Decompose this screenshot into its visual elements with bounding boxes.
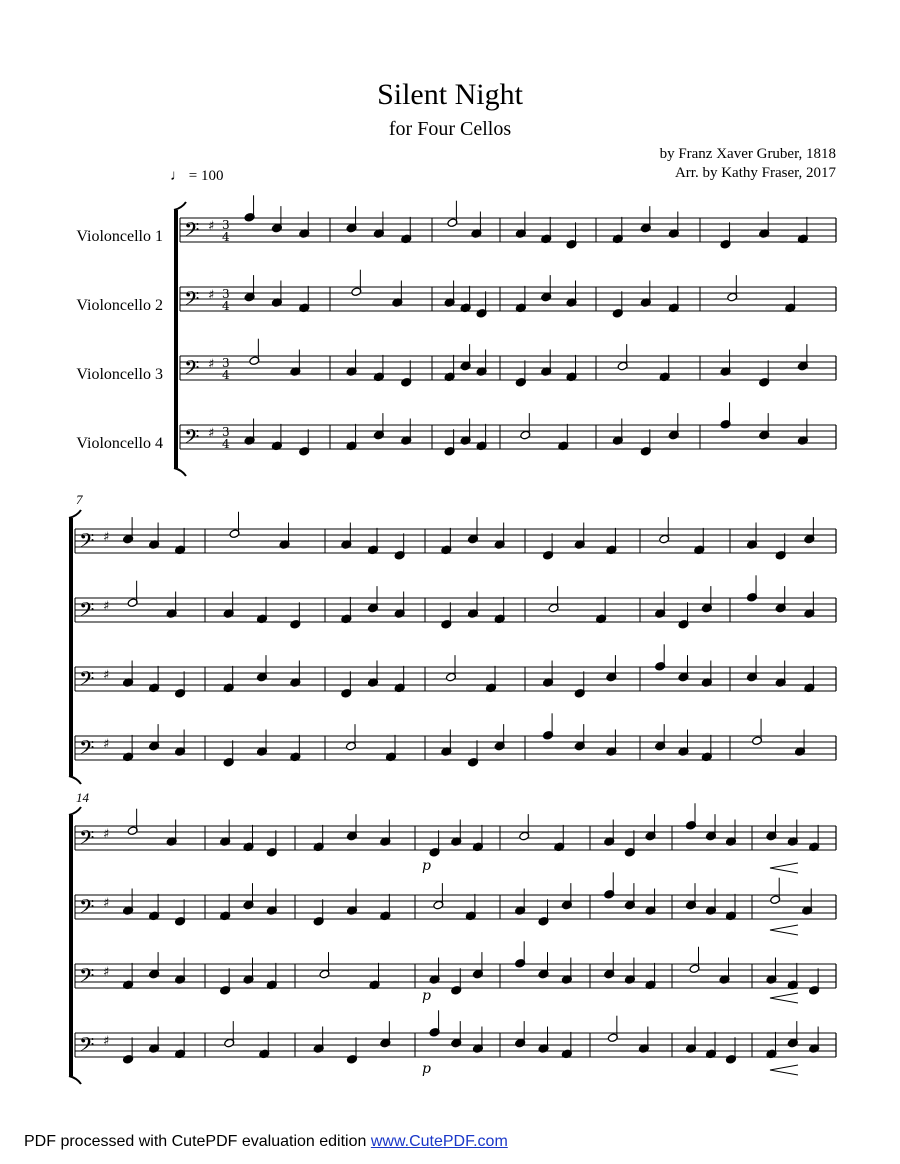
time-signature-top: 3 [222, 425, 230, 439]
key-signature-sharp: ♯ [208, 219, 215, 234]
bass-clef-icon: 𝄢 [79, 529, 95, 557]
key-signature-sharp: ♯ [103, 737, 110, 752]
time-signature-top: 3 [222, 218, 230, 232]
composer-credit: by Franz Xaver Gruber, 1818 [659, 146, 836, 162]
key-signature-sharp: ♯ [103, 827, 110, 842]
dynamic-piano: p [422, 988, 431, 1004]
key-signature-sharp: ♯ [208, 288, 215, 303]
footer-text: PDF processed with CutePDF evaluation edition [24, 1133, 367, 1150]
arranger-credit: Arr. by Kathy Fraser, 2017 [674, 165, 836, 181]
instrument-label-4: Violoncello 4 [76, 435, 163, 452]
bass-clef-icon: 𝄢 [79, 736, 95, 764]
key-signature-sharp: ♯ [103, 1034, 110, 1049]
bracket-hook-top [174, 202, 186, 210]
tempo-marking: ♩ = 100 [170, 168, 224, 184]
footer [24, 1133, 508, 1151]
measure-number-system-2: 7 [76, 492, 83, 507]
bracket-hook-top [69, 510, 81, 518]
crescendo-hairpin [770, 993, 798, 1003]
time-signature-bottom: 4 [222, 368, 230, 382]
instrument-label-1: Violoncello 1 [76, 228, 163, 245]
bass-clef-icon: 𝄢 [79, 964, 95, 992]
key-signature-sharp: ♯ [103, 896, 110, 911]
dynamic-piano: p [422, 1061, 431, 1077]
instrument-label-3: Violoncello 3 [76, 366, 163, 383]
bracket-hook-top [69, 807, 81, 815]
bass-clef-icon: 𝄢 [184, 218, 200, 246]
key-signature-sharp: ♯ [208, 357, 215, 372]
time-signature-bottom: 4 [222, 230, 230, 244]
key-signature-sharp: ♯ [103, 965, 110, 980]
bass-clef-icon: 𝄢 [184, 425, 200, 453]
bracket-hook-bottom [174, 468, 186, 476]
key-signature-sharp: ♯ [103, 530, 110, 545]
time-signature-top: 3 [222, 287, 230, 301]
crescendo-hairpin [770, 863, 798, 873]
time-signature-bottom: 4 [222, 437, 230, 451]
bass-clef-icon: 𝄢 [79, 895, 95, 923]
bass-clef-icon: 𝄢 [79, 826, 95, 854]
crescendo-hairpin [770, 1065, 798, 1075]
dynamic-piano: p [422, 858, 431, 874]
score-subtitle: for Four Cellos [388, 118, 512, 140]
bracket-hook-bottom [69, 1076, 81, 1084]
key-signature-sharp: ♯ [103, 599, 110, 614]
instrument-label-2: Violoncello 2 [76, 297, 163, 314]
bass-clef-icon: 𝄢 [184, 287, 200, 315]
bracket-hook-bottom [69, 776, 81, 784]
bass-clef-icon: 𝄢 [184, 356, 200, 384]
time-signature-top: 3 [222, 356, 230, 370]
bass-clef-icon: 𝄢 [79, 598, 95, 626]
key-signature-sharp: ♯ [103, 668, 110, 683]
score-title: Silent Night [377, 78, 523, 111]
time-signature-bottom: 4 [222, 299, 230, 313]
cutepdf-link[interactable]: www.CutePDF.com [370, 1133, 508, 1150]
measure-number-system-3: 14 [76, 790, 89, 805]
bass-clef-icon: 𝄢 [79, 1033, 95, 1061]
key-signature-sharp: ♯ [208, 426, 215, 441]
bass-clef-icon: 𝄢 [79, 667, 95, 695]
crescendo-hairpin [770, 925, 798, 935]
